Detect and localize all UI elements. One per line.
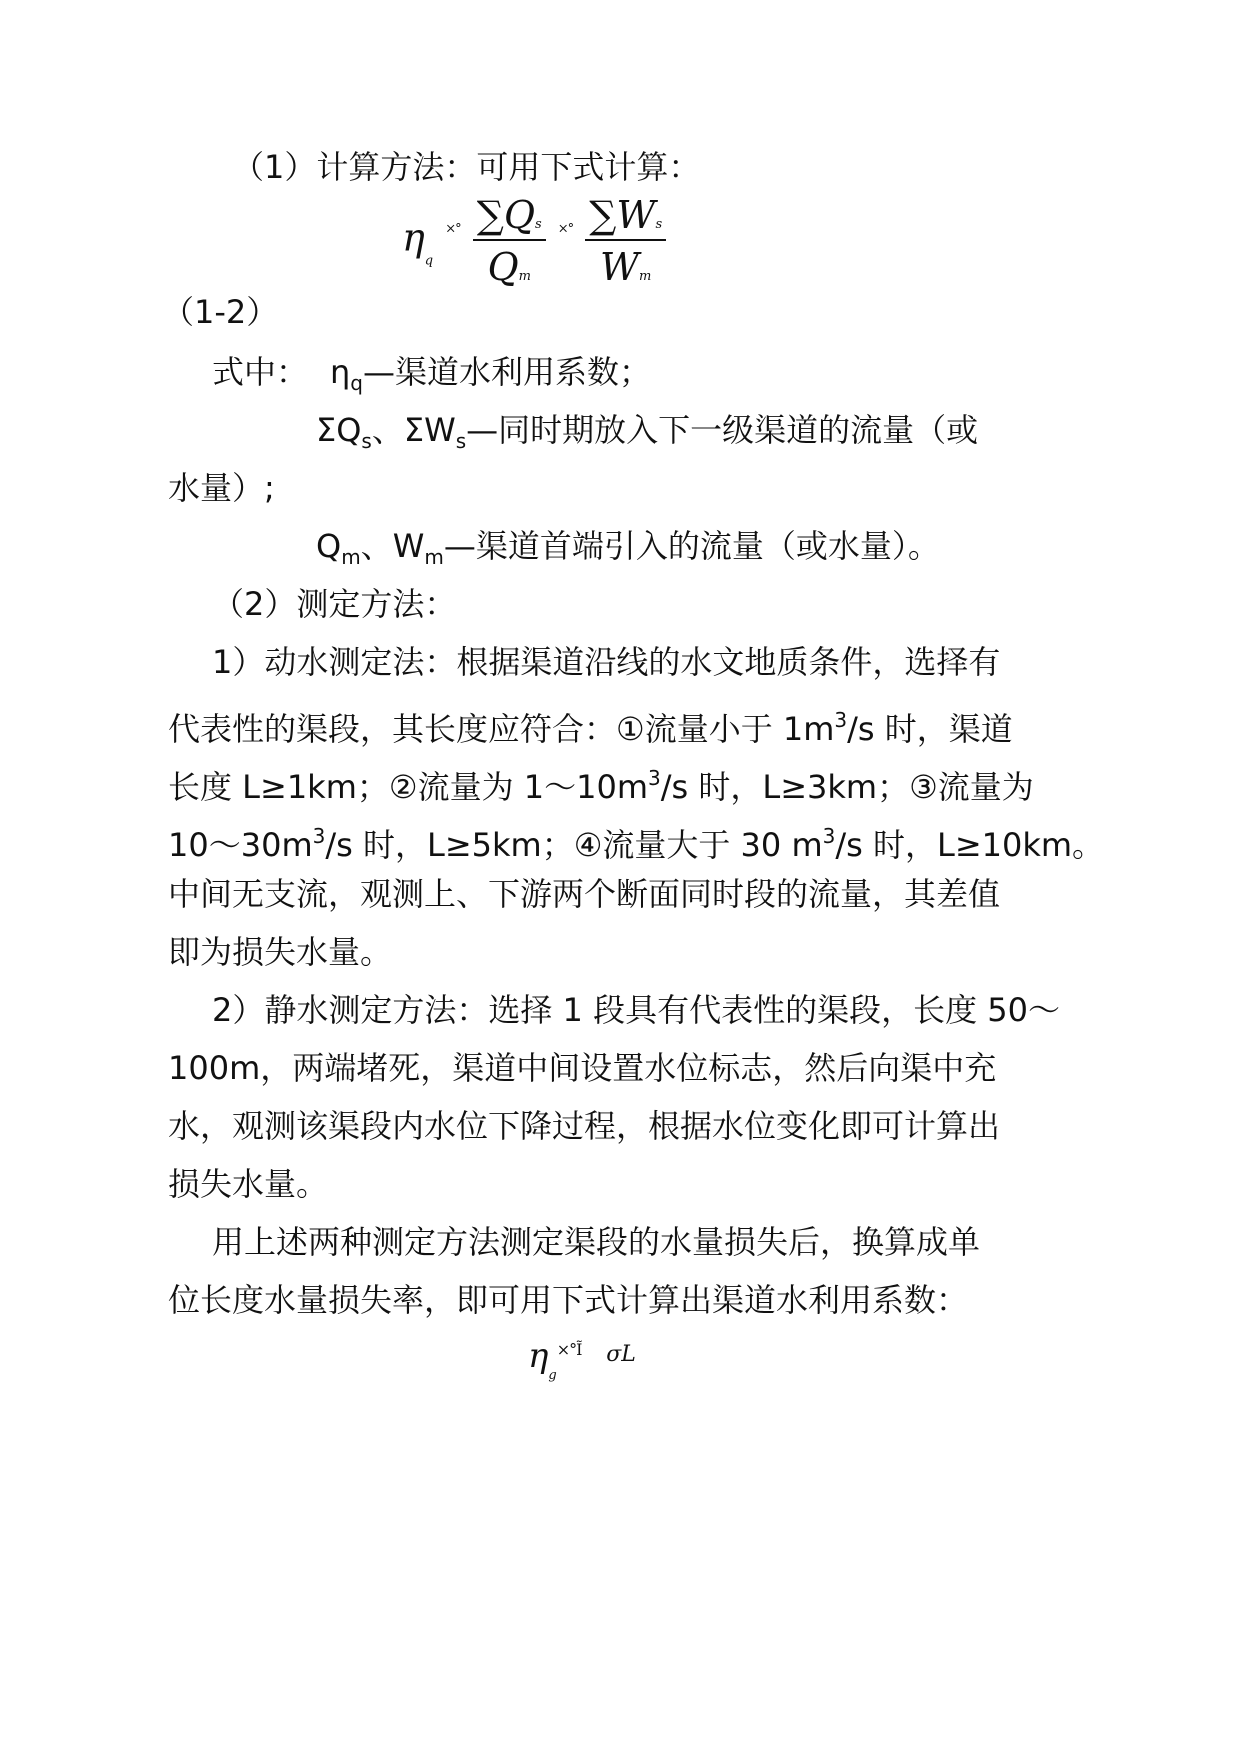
text-run: 代表性的渠段，其长度应符合：①流量小于 1m xyxy=(168,710,835,748)
eta-subscript: q xyxy=(350,371,363,395)
definition-text: —渠道首端引入的流量（或水量）。 xyxy=(443,527,940,565)
denominator-subscript: m xyxy=(639,269,652,284)
separator: 、 xyxy=(371,411,404,449)
method-1-line-1: 1）动水测定法：根据渠道沿线的水文地质条件，选择有 xyxy=(212,643,1001,681)
qm-symbol: Q xyxy=(316,527,342,565)
denominator-subscript: m xyxy=(518,269,531,284)
sum-ws-numerator: ∑W xyxy=(589,193,656,237)
text-run: /s 时，L≥5km；④流量大于 30 m xyxy=(325,826,823,864)
where-label: 式中： xyxy=(212,353,309,391)
method-2-line-3: 水，观测该渠段内水位下降过程，根据水位变化即可计算出 xyxy=(168,1107,1001,1145)
method-1-line-4 xyxy=(168,816,1104,865)
eta-symbol: η xyxy=(402,215,425,260)
method-1-line-2 xyxy=(168,700,1013,749)
fraction-volume xyxy=(585,193,666,289)
formula-glyph-artifact: ×° xyxy=(557,221,574,237)
eta-subscript: q xyxy=(424,253,434,269)
formula-water-use-coefficient xyxy=(402,193,666,289)
subscript-s: s xyxy=(361,429,372,453)
separator: 、 xyxy=(360,527,393,565)
numerator-subscript: s xyxy=(534,217,542,232)
method-2-line-4: 损失水量。 xyxy=(168,1165,329,1203)
eta-symbol: η xyxy=(528,1336,549,1376)
superscript-3: 3 xyxy=(648,766,661,790)
superscript-3: 3 xyxy=(834,708,848,732)
method-1-line-3 xyxy=(168,758,1034,807)
numerator-subscript: s xyxy=(655,217,663,232)
section-1-heading: （1）计算方法：可用下式计算： xyxy=(232,148,701,186)
definition-text: —渠道水利用系数； xyxy=(363,353,652,391)
superscript-3: 3 xyxy=(822,824,836,848)
definition-qm xyxy=(316,526,940,577)
sum-ws: ΣW xyxy=(403,411,456,449)
definition-text: —同时期放入下一级渠道的流量（或 xyxy=(466,411,979,449)
qm-denominator: Q xyxy=(487,245,519,289)
fraction-flow xyxy=(473,193,546,289)
method-2-line-2: 100m，两端堵死，渠道中间设置水位标志，然后向渠中充 xyxy=(168,1049,997,1087)
text-run: /s 时，渠道 xyxy=(847,710,1013,748)
eta-symbol: η xyxy=(330,353,351,391)
subscript-m: m xyxy=(424,545,444,569)
section-2-heading: （2）测定方法： xyxy=(212,585,457,623)
conclusion-line-2: 位长度水量损失率，即可用下式计算出渠道水利用系数： xyxy=(168,1281,969,1319)
formula-glyph-artifact: ×°Ĩ xyxy=(556,1340,582,1359)
superscript-3: 3 xyxy=(312,824,326,848)
sum-qs: ΣQ xyxy=(316,411,362,449)
method-2-line-1: 2）静水测定方法：选择 1 段具有代表性的渠段，长度 50～ xyxy=(212,991,1060,1029)
conclusion-line-1: 用上述两种测定方法测定渠段的水量损失后，换算成单 xyxy=(212,1223,981,1261)
definition-sum-continued: 水量）; xyxy=(168,469,275,507)
text-run: 10～30m xyxy=(168,826,313,864)
subscript-s: s xyxy=(455,429,467,453)
method-1-line-6: 即为损失水量。 xyxy=(168,933,393,971)
formula-glyph-artifact: ×° xyxy=(445,221,461,237)
definition-eta xyxy=(212,352,651,403)
eta-subscript: g xyxy=(548,1368,557,1383)
sum-qs-numerator: ∑Q xyxy=(476,193,535,237)
text-run: /s 时，L≥3km；③流量为 xyxy=(660,768,1034,806)
wm-symbol: W xyxy=(392,527,425,565)
wm-denominator: W xyxy=(599,245,640,289)
method-1-line-5: 中间无支流，观测上、下游两个断面同时段的流量，其差值 xyxy=(168,875,1001,913)
subscript-m: m xyxy=(341,545,361,569)
equation-number: （1-2） xyxy=(162,293,279,331)
text-run: 长度 L≥1km；②流量为 1～10m xyxy=(168,768,648,806)
formula-loss-coefficient xyxy=(528,1336,636,1383)
text-run: /s 时，L≥10km。 xyxy=(835,826,1105,864)
sigma-l-term: σL xyxy=(606,1342,636,1367)
definition-sum xyxy=(316,410,978,461)
